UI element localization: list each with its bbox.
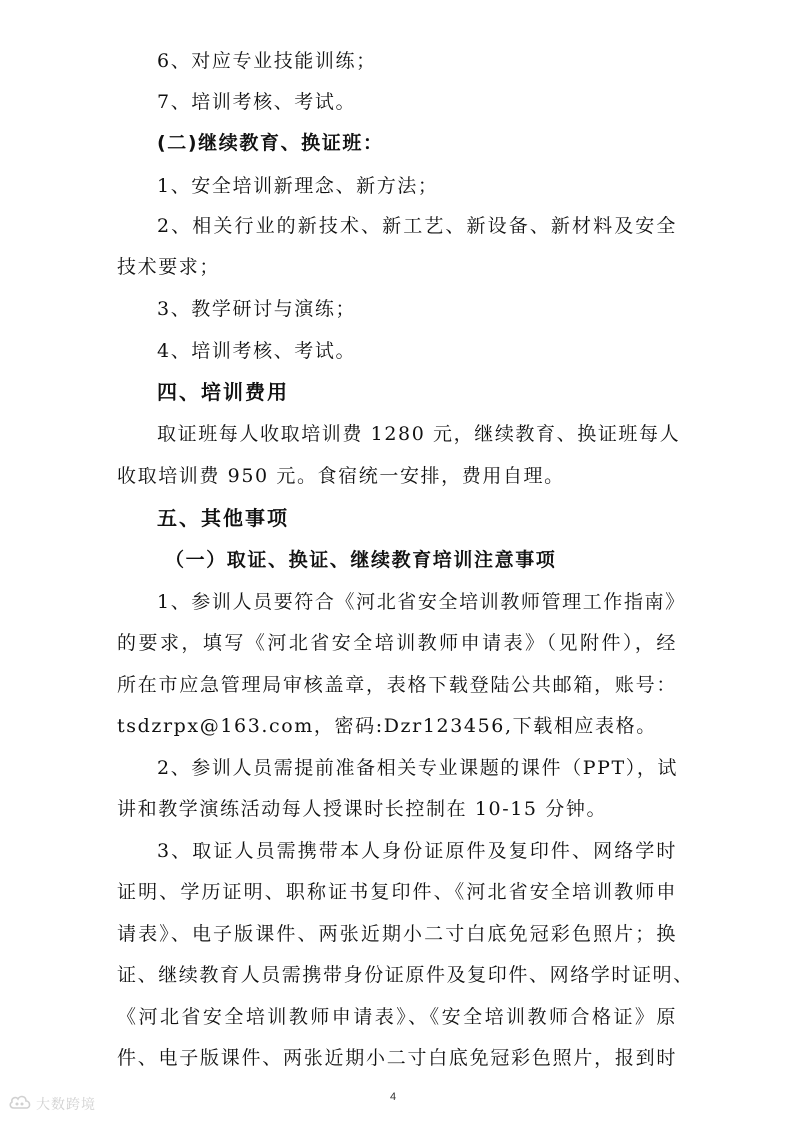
paragraph-line: 《河北省安全培训教师申请表》、《安全培训教师合格证》原 [117,1006,677,1028]
paragraph-line: 件、电子版课件、两张近期小二寸白底免冠彩色照片，报到时 [117,1047,677,1069]
paragraph-line: 的要求，填写《河北省安全培训教师申请表》（见附件），经 [117,632,677,654]
subsection-heading: (二)继续教育、换证班： [157,132,384,154]
watermark [8,1093,96,1115]
paragraph-line: 讲和教学演练活动每人授课时长控制在 10-15 分钟。 [117,798,608,820]
paragraph-line: 证、继续教育人员需携带身份证原件及复印件、网络学时证明、 [117,964,694,986]
paragraph-line: 3、取证人员需携带本人身份证原件及复印件、网络学时 [157,840,677,862]
subsection-heading: （一）取证、换证、继续教育培训注意事项 [165,549,557,571]
text-line: 技术要求； [117,256,221,278]
list-item: 1、安全培训新理念、新方法； [157,175,439,197]
watermark-text: 大数跨境 [36,1097,96,1113]
paragraph-line: 请表》、电子版课件、两张近期小二寸白底免冠彩色照片；换 [117,923,677,945]
page-number: 4 [390,1091,397,1103]
paragraph-line: 1、参训人员要符合《河北省安全培训教师管理工作指南》 [157,591,686,613]
list-item: 4、培训考核、考试。 [157,340,357,362]
cloud-logo-icon [8,1093,32,1115]
paragraph-line: 证明、学历证明、职称证书复印件、《河北省安全培训教师申 [117,881,677,903]
section-heading: 四、培训费用 [157,380,289,404]
list-item: 7、培训考核、考试。 [157,91,357,113]
paragraph-line: 收取培训费 950 元。食宿统一安排，费用自理。 [117,465,565,487]
list-item: 3、教学研讨与演练； [157,298,357,320]
list-item: 2、相关行业的新技术、新工艺、新设备、新材料及安全 [157,215,677,237]
paragraph-line: 所在市应急管理局审核盖章，表格下载登陆公共邮箱，账号： [117,674,677,696]
paragraph-line: 取证班每人收取培训费 1280 元，继续教育、换证班每人 [157,423,681,445]
paragraph-line: tsdzrpx@163.com，密码:Dzr123456,下载相应表格。 [117,715,657,737]
section-heading: 五、其他事项 [157,506,289,530]
list-item: 6、对应专业技能训练； [157,50,377,72]
paragraph-line: 2、参训人员需提前准备相关专业课题的课件（PPT），试 [157,757,679,779]
